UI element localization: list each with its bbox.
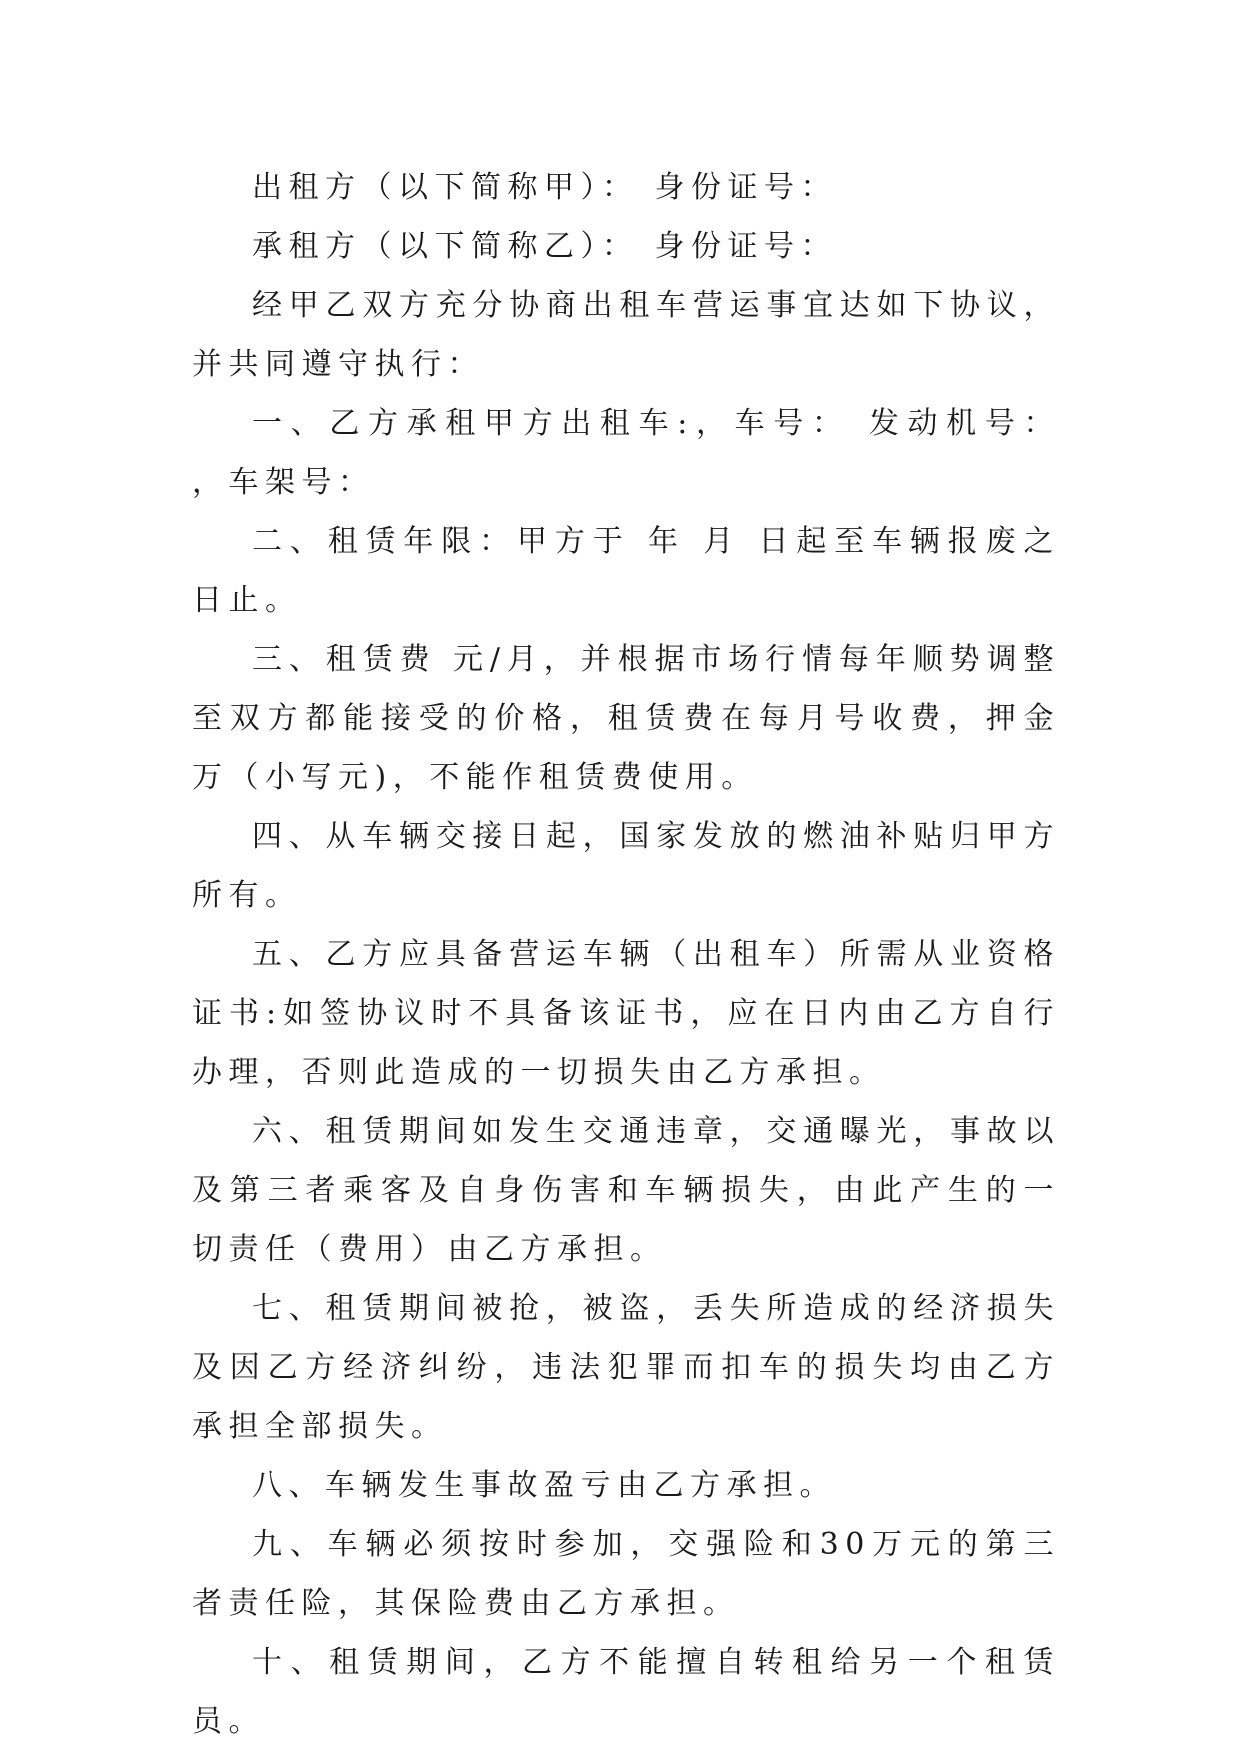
lessor-line: 出租方（以下简称甲）： 身份证号： (252, 170, 838, 205)
clause-9: 九、车辆必须按时参加，交强险和30万元的第三者责任险，其保险费由乙方承担。 (192, 1527, 1060, 1621)
clause-10: 十、租赁期间，乙方不能擅自转租给另一个租赁员。 (192, 1645, 1060, 1739)
clause-4: 四、从车辆交接日起，国家发放的燃油补贴归甲方所有。 (192, 819, 1060, 913)
clause-6: 六、租赁期间如发生交通违章，交通曝光，事故以及第三者乘客及自身伤害和车辆损失，由此产生的一切责任（费用）由乙方承担。 (192, 1114, 1060, 1267)
lessee-line: 承租方（以下简称乙）： 身份证号： (252, 229, 838, 264)
clause-2: 二、租赁年限：甲方于 年 月 日起至车辆报废之日止。 (192, 524, 1060, 618)
contract-body (192, 158, 1060, 1751)
preamble-paragraph: 经甲乙双方充分协商出租车营运事宜达如下协议，并共同遵守执行： (192, 288, 1060, 382)
clause-1: 一、乙方承租甲方出租车:，车号： 发动机号： ，车架号： (192, 406, 1060, 500)
clause-7: 七、租赁期间被抢，被盗，丢失所造成的经济损失及因乙方经济纠纷，违法犯罪而扣车的损失均由乙方承担全部损失。 (192, 1291, 1060, 1444)
clause-5: 五、乙方应具备营运车辆（出租车）所需从业资格证书:如签协议时不具备该证书，应在日内由乙方自行办理，否则此造成的一切损失由乙方承担。 (192, 937, 1060, 1090)
clause-8: 八、车辆发生事故盈亏由乙方承担。 (252, 1468, 836, 1503)
clause-3: 三、租赁费 元/月，并根据市场行情每年顺势调整至双方都能接受的价格，租赁费在每月号收费，押金 万（小写元)，不能作租赁费使用。 (192, 642, 1060, 795)
